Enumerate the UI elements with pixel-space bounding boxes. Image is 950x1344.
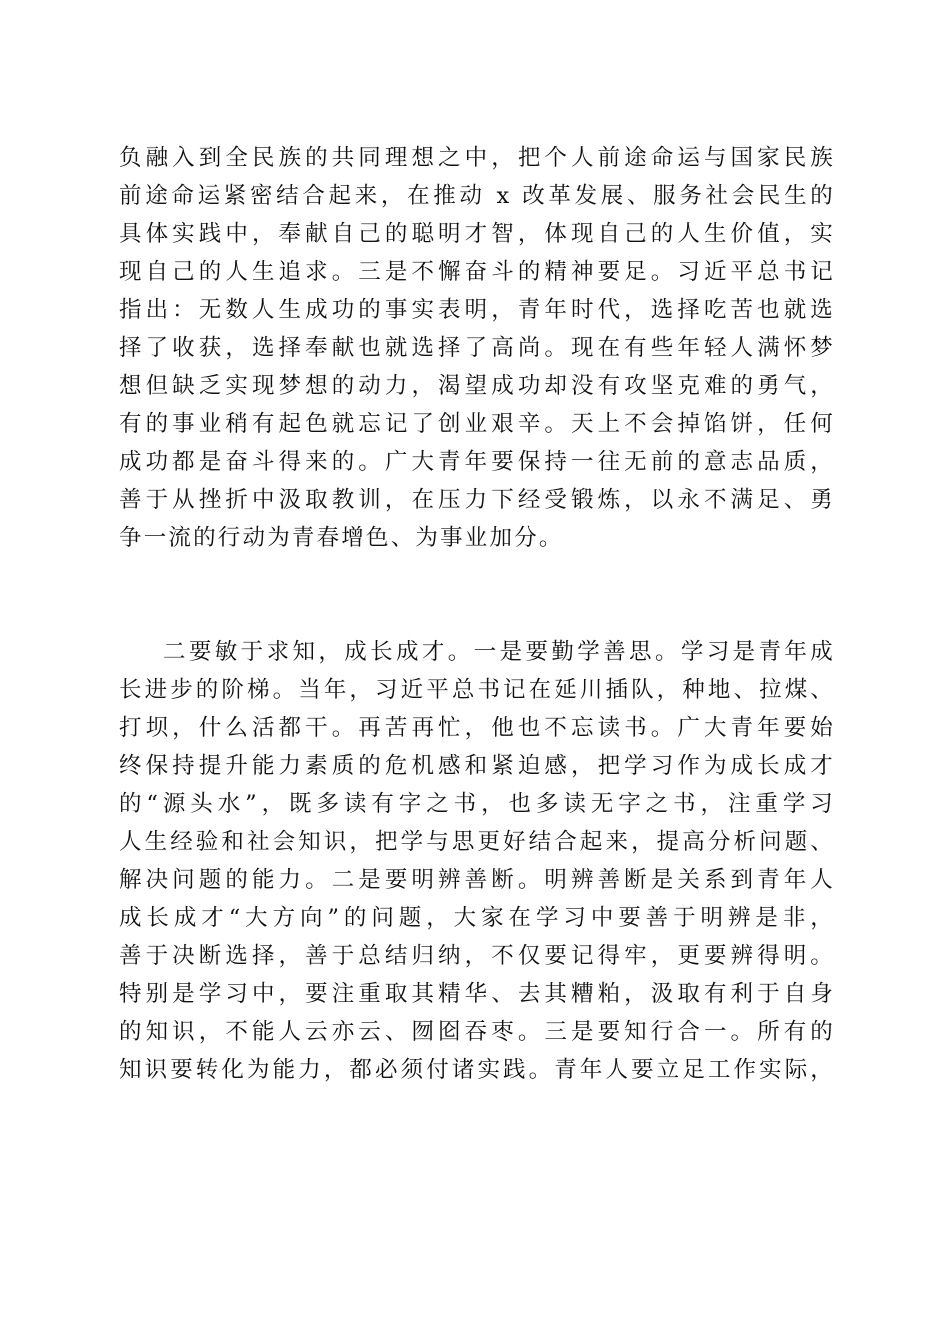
text-line: 打坝，什么活都干。再苦再忙，他也不忘读书。广大青年要始 [119, 715, 835, 741]
text-line: 指出：无数人生成功的事实表明，青年时代，选择吃苦也就选 [119, 297, 835, 323]
paragraph-continuation [119, 139, 835, 557]
text-line: 成功都是奋斗得来的。广大青年要保持一往无前的意志品质， [119, 449, 835, 475]
text-line: 特别是学习中，要注重取其精华、去其糟粕，汲取有利于自身 [119, 981, 835, 1007]
text-line: 争一流的行动为青春增色、为事业加分。 [119, 525, 564, 551]
text-line: 有的事业稍有起色就忘记了创业艰辛。天上不会掉馅饼，任何 [119, 411, 835, 437]
text-line: 善于从挫折中汲取教训，在压力下经受锻炼，以永不满足、勇 [119, 487, 835, 513]
text-line: 想但缺乏实现梦想的动力，渴望成功却没有攻坚克难的勇气， [119, 373, 835, 399]
text-line: 解决问题的能力。二是要明辨善断。明辨善断是关系到青年人 [119, 867, 835, 893]
text-line: 的“源头水”，既多读有字之书，也多读无字之书，注重学习 [119, 791, 835, 817]
text-line: 成长成才“大方向”的问题，大家在学习中要善于明辨是非， [119, 905, 835, 931]
text-line: 的知识，不能人云亦云、囫囵吞枣。三是要知行合一。所有的 [119, 1019, 835, 1045]
text-line: 人生经验和社会知识，把学与思更好结合起来，提高分析问题、 [119, 829, 835, 855]
paragraph-study [119, 633, 835, 1089]
text-line: 长进步的阶梯。当年，习近平总书记在延川插队，种地、拉煤、 [119, 677, 835, 703]
text-line: 善于决断选择，善于总结归纳，不仅要记得牢，更要辨得明。 [119, 943, 835, 969]
text-line: 二要敏于求知，成长成才。一是要勤学善思。学习是青年成 [163, 639, 835, 665]
text-line: 终保持提升能力素质的危机感和紧迫感，把学习作为成长成才 [119, 753, 835, 779]
text-line: 择了收获，选择奉献也就选择了高尚。现在有些年轻人满怀梦 [119, 335, 835, 361]
text-line: 知识要转化为能力，都必须付诸实践。青年人要立足工作实际， [119, 1057, 835, 1083]
text-line: 具体实践中，奉献自己的聪明才智，体现自己的人生价值，实 [119, 221, 835, 247]
text-line: 现自己的人生追求。三是不懈奋斗的精神要足。习近平总书记 [119, 259, 835, 285]
text-line: 负融入到全民族的共同理想之中，把个人前途命运与国家民族 [119, 145, 835, 171]
text-line: 前途命运紧密结合起来，在推动 x 改革发展、服务社会民生的 [119, 183, 835, 209]
